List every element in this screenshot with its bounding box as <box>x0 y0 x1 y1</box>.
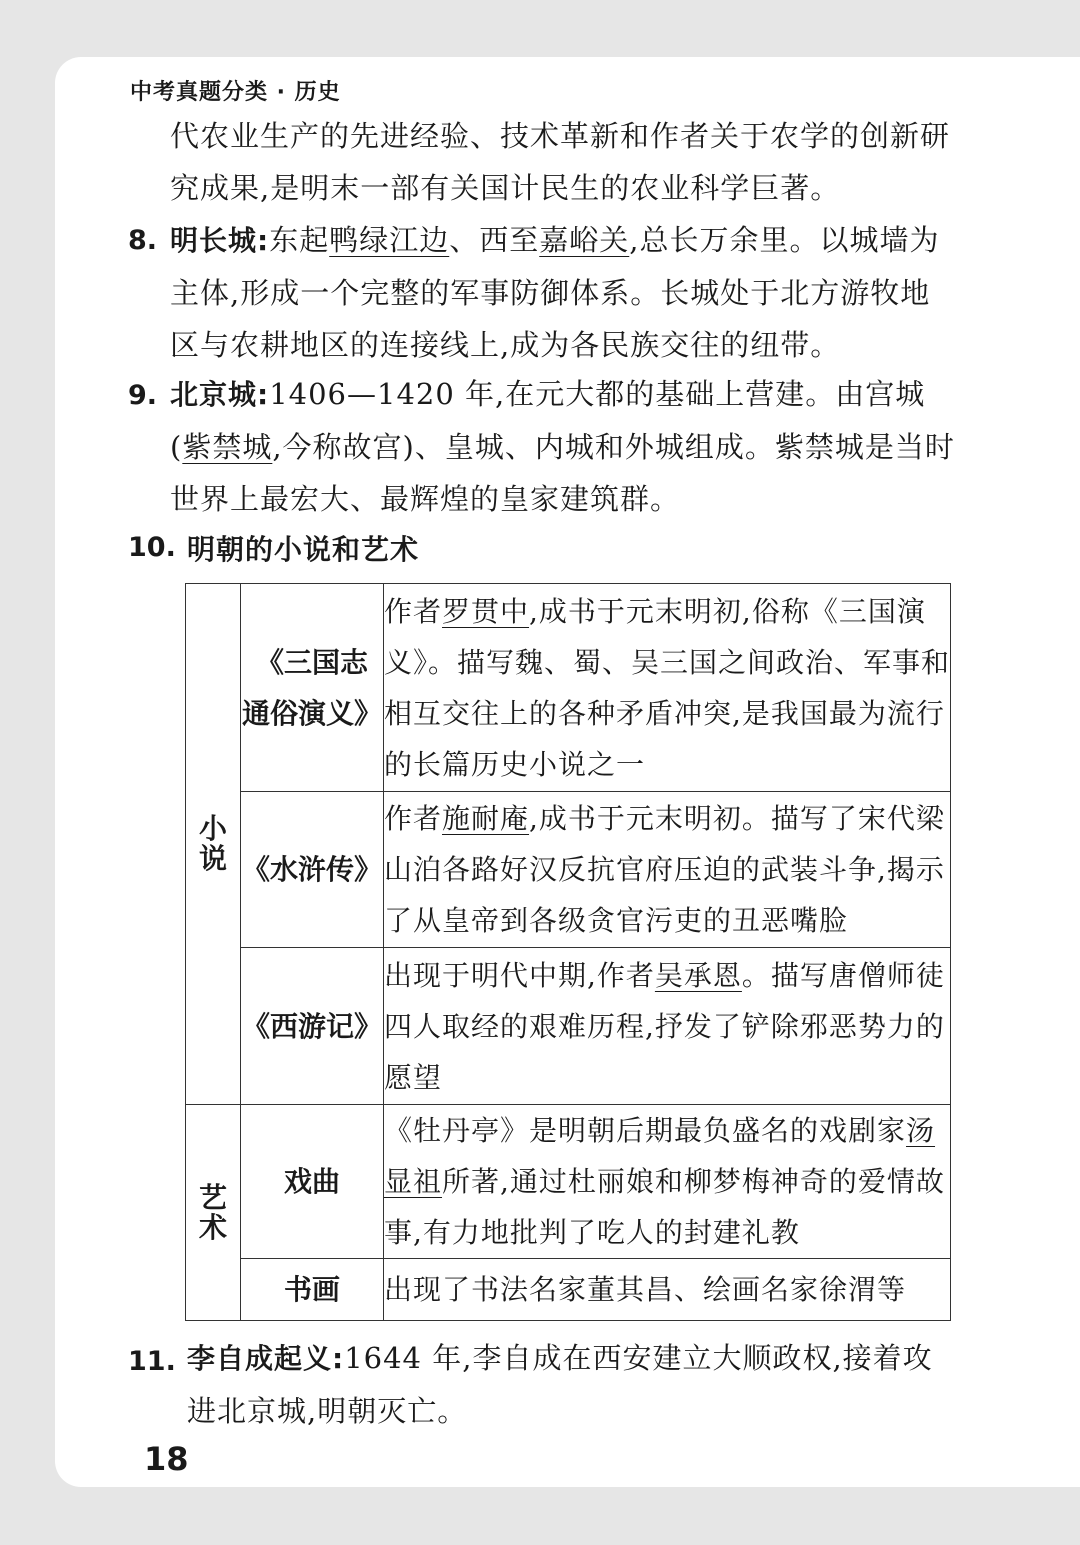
desc-xiqu-text-1: 《牡丹亭》是明朝后期最负盛名的戏剧家 <box>384 1114 907 1147</box>
desc-sanguo-text-2: ,成书于元末明初,俗称《三国演义》。描写魏、蜀、吴三国之间政治、军事和相互交往上的各种矛盾冲突,是我国最为流行的长篇历史小说之一 <box>384 594 951 781</box>
category-art-char-1: 艺 <box>198 1180 227 1214</box>
table-row <box>186 948 951 1105</box>
work-sanguo-line-2: 通俗演义》 <box>241 696 382 730</box>
desc-xiqu-text-2: 所著,通过杜丽娘和柳梦梅神奇的爱情故事,有力地批判了吃人的封建礼教 <box>384 1165 945 1249</box>
table-row <box>186 584 951 792</box>
desc-shuhua: 出现了书法名家董其昌、绘画名家徐渭等 <box>384 1259 951 1321</box>
item-11-title: 李自成起义: <box>187 1342 345 1375</box>
category-novel-char-2: 说 <box>198 842 227 875</box>
item-11-paragraph <box>187 1332 959 1437</box>
item-8-keyword-yalu: 鸭绿江边 <box>329 223 450 257</box>
category-art-char-2: 术 <box>198 1210 227 1244</box>
table-row <box>186 1259 951 1321</box>
desc-xiyou-text-2: 。描写唐僧师徒四人取经的艰难历程,抒发了铲除邪恶势力的愿望 <box>384 958 945 1094</box>
intro-line-2: 究成果,是明末一部有关国计民生的农业科学巨著。 <box>170 171 841 205</box>
item-8-text-2: 、西至 <box>449 223 540 257</box>
item-8-text-1: 东起 <box>269 223 330 257</box>
author-tang-xianzu: 汤显祖 <box>384 1114 936 1198</box>
item-8-keyword-jiayuguan: 嘉峪关 <box>539 223 630 257</box>
desc-xiyou <box>384 948 951 1105</box>
table-row <box>186 1105 951 1259</box>
desc-sanguo-text-1: 作者 <box>384 594 443 628</box>
item-9-title: 北京城: <box>170 378 270 411</box>
author-shi-naian: 施耐庵 <box>442 802 530 835</box>
category-novel-char-1: 小 <box>198 812 227 845</box>
item-8-number: 8. <box>128 225 158 256</box>
running-header: 中考真题分类 · 历史 <box>130 80 341 105</box>
item-9-text-2: ,今称故宫)、皇城、内城和外城组成。紫禁城是当时世界上最宏大、最辉煌的皇家建筑群。 <box>170 430 955 516</box>
intro-line-1: 代农业生产的先进经验、技术革新和作者关于农学的创新研 <box>170 119 951 153</box>
work-shuhua: 书画 <box>241 1259 384 1321</box>
desc-xiqu <box>384 1105 951 1259</box>
category-novel <box>186 584 241 1105</box>
page-number: 18 <box>144 1440 189 1478</box>
category-art <box>186 1105 241 1321</box>
desc-xiyou-text-1: 出现于明代中期,作者 <box>384 958 655 992</box>
desc-sanguo <box>384 584 951 792</box>
item-8-title: 明长城: <box>170 224 270 257</box>
item-8-text-3: ,总长万余里。以城墙为主体,形成一个完整的军事防御体系。长城处于北方游牧地区与农耕地区的连接线上,成为各民族交往的纽带。 <box>170 223 940 362</box>
item-9-paragraph <box>170 368 960 525</box>
work-sanguo <box>241 584 384 792</box>
intro-paragraph <box>170 110 960 214</box>
desc-shuihu-text-2: ,成书于元末明初。描写了宋代梁山泊各路好汉反抗官府压迫的武装斗争,揭示了从皇帝到各级贪官污吏的丑恶嘴脸 <box>384 802 945 937</box>
work-xiyou: 《西游记》 <box>241 948 384 1105</box>
item-10-title: 明朝的小说和艺术 <box>187 533 420 566</box>
author-wu-chengen: 吴承恩 <box>654 958 742 992</box>
work-sanguo-line-1: 《三国志 <box>255 645 368 679</box>
item-9-keyword-zijincheng: 紫禁城 <box>182 430 273 464</box>
novels-arts-table <box>185 583 951 1321</box>
item-11-number: 11. <box>128 1346 176 1377</box>
item-9-text-1: 1406—1420 年,在元大都的基础上营建。由宫城( <box>170 377 926 464</box>
item-8-paragraph <box>170 214 960 371</box>
work-shuihu: 《水浒传》 <box>241 792 384 948</box>
work-xiqu: 戏曲 <box>241 1105 384 1259</box>
desc-shuihu-text-1: 作者 <box>384 802 443 835</box>
author-luo-guanzhong: 罗贯中 <box>442 594 530 628</box>
item-9-number: 9. <box>128 380 158 411</box>
desc-shuihu <box>384 792 951 948</box>
table-row <box>186 792 951 948</box>
item-10-number: 10. <box>128 532 176 563</box>
item-11-text: 1644 年,李自成在西安建立大顺政权,接着攻进北京城,明朝灭亡。 <box>187 1341 933 1428</box>
